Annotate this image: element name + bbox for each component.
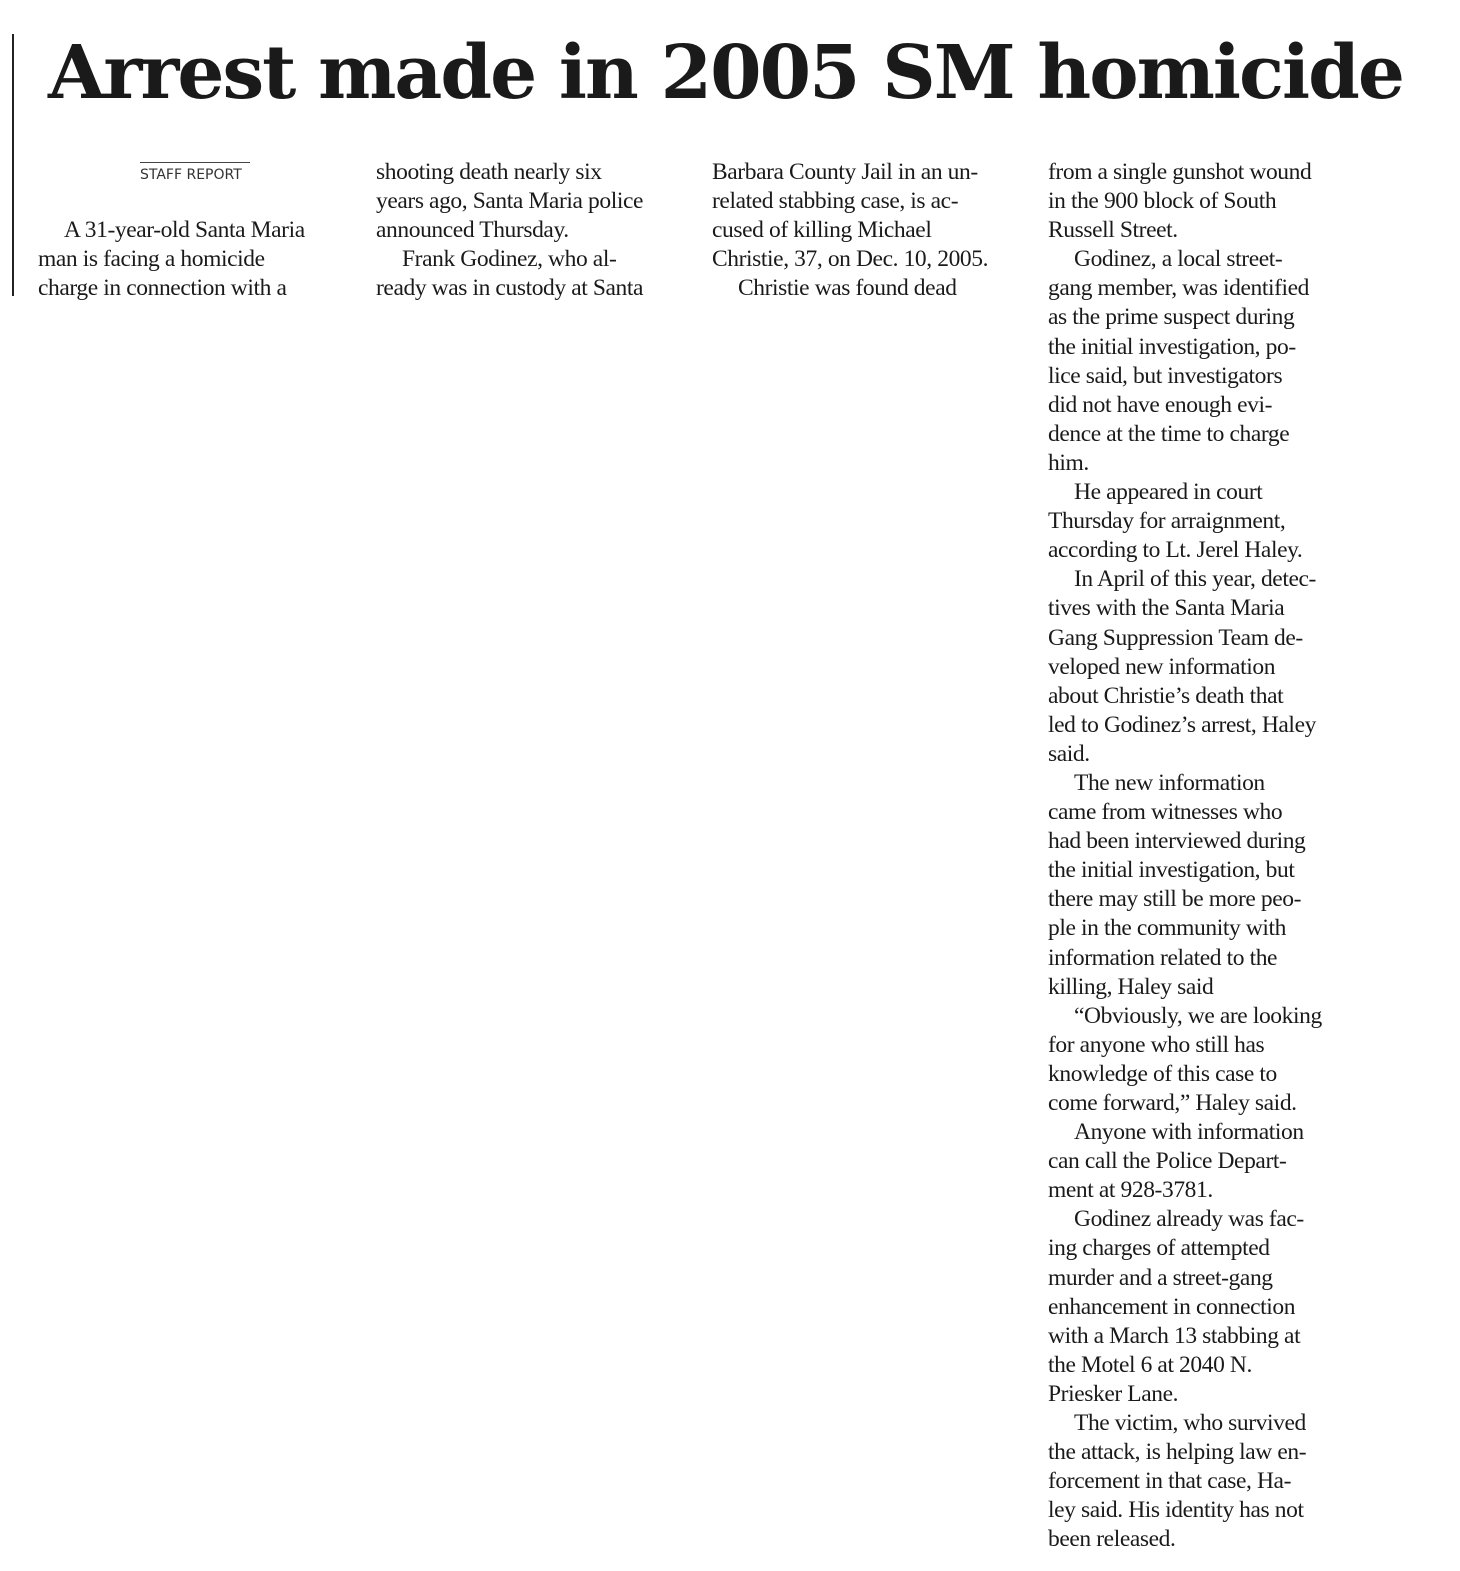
- article-text-line: come forward,” Haley said.: [1048, 1090, 1297, 1116]
- article-text-line: tives with the Santa Maria: [1048, 595, 1285, 622]
- article-text-line: with a March 13 stabbing at: [1048, 1322, 1301, 1349]
- article-text-line: had been interviewed during: [1048, 828, 1306, 855]
- article-text-line: murder and a street-gang: [1048, 1264, 1273, 1291]
- article-text-line: “Obviously, we are looking: [1074, 1002, 1322, 1029]
- article-text-line: forcement in that case, Ha-: [1048, 1468, 1292, 1495]
- article-text-line: did not have enough evi-: [1048, 391, 1273, 418]
- article-text-line: the Motel 6 at 2040 N.: [1048, 1351, 1252, 1378]
- article-text-line: enhancement in connection: [1048, 1293, 1296, 1320]
- article-text-line: The new information: [1074, 769, 1265, 796]
- article-text-line: killing, Haley said: [1048, 973, 1214, 1000]
- article-text-line: Anyone with information: [1074, 1119, 1304, 1146]
- article-text-line: The victim, who survived: [1074, 1410, 1306, 1437]
- article-text-line: lice said, but investigators: [1048, 362, 1283, 389]
- article-text-line: information related to the: [1048, 944, 1278, 971]
- article-column-2: [376, 158, 696, 303]
- article-text-line: ley said. His identity has not: [1048, 1497, 1304, 1524]
- article-text-line: charge in connection with a: [38, 275, 287, 302]
- article-text-line: there may still be more peo-: [1048, 886, 1302, 913]
- article-text-line: Godinez already was fac-: [1074, 1206, 1304, 1233]
- article-text-line: the initial investigation, po-: [1048, 333, 1296, 360]
- article-text-line: in the 900 block of South: [1048, 188, 1277, 215]
- article-text-line: He appeared in court: [1074, 479, 1263, 506]
- article-text-line: related stabbing case, is ac-: [712, 188, 959, 215]
- article-text-line: ready was in custody at Santa: [376, 275, 644, 302]
- article-text-line: Barbara County Jail in an un-: [712, 159, 978, 185]
- article-text-line: from a single gunshot wound: [1048, 159, 1312, 185]
- article-text-line: according to Lt. Jerel Haley.: [1048, 537, 1303, 564]
- article-text-line: In April of this year, detec-: [1074, 566, 1316, 593]
- article-text-line: Russell Street.: [1048, 217, 1178, 244]
- article-text-line: dence at the time to charge: [1048, 420, 1290, 447]
- article-text-line: ment at 928-3781.: [1048, 1177, 1213, 1204]
- article-column-1: [38, 216, 358, 303]
- article-column-4: [1048, 158, 1378, 1555]
- article-text-line: Frank Godinez, who al-: [402, 246, 617, 273]
- headline: Arrest made in 2005 SM homicide: [48, 30, 1403, 116]
- article-text-line: ing charges of attempted: [1048, 1235, 1270, 1262]
- article-text-line: him.: [1048, 449, 1089, 476]
- article-text-line: shooting death nearly six: [376, 159, 602, 185]
- article-text-line: Gang Suppression Team de-: [1048, 624, 1303, 651]
- article-text-line: said.: [1048, 740, 1090, 767]
- article-text-line: man is facing a homicide: [38, 246, 265, 273]
- article-text-line: came from witnesses who: [1048, 799, 1283, 826]
- article-text-line: cused of killing Michael: [712, 217, 932, 244]
- article-column-3: [712, 158, 1032, 303]
- article-text-line: Priesker Lane.: [1048, 1380, 1179, 1407]
- article-text-line: can call the Police Depart-: [1048, 1148, 1287, 1175]
- article-text-line: ple in the community with: [1048, 915, 1287, 942]
- article-text-line: gang member, was identified: [1048, 275, 1310, 302]
- article-text-line: been released.: [1048, 1526, 1176, 1553]
- article-text-line: Christie, 37, on Dec. 10, 2005.: [712, 246, 989, 273]
- article-text-line: Thursday for arraignment,: [1048, 508, 1286, 535]
- article-text-line: as the prime suspect during: [1048, 304, 1295, 331]
- article-text-line: announced Thursday.: [376, 217, 569, 244]
- article-text-line: years ago, Santa Maria police: [376, 188, 644, 215]
- article-text-line: knowledge of this case to: [1048, 1060, 1277, 1087]
- article-text-line: Godinez, a local street-: [1074, 246, 1283, 273]
- article-text-line: veloped new information: [1048, 653, 1276, 680]
- article-text-line: about Christie’s death that: [1048, 682, 1284, 709]
- page-margin-rule: [12, 34, 14, 296]
- byline: STAFF REPORT: [140, 162, 250, 183]
- article-text-line: the attack, is helping law en-: [1048, 1439, 1307, 1466]
- article-text-line: led to Godinez’s arrest, Haley: [1048, 711, 1316, 738]
- article-text-line: for anyone who still has: [1048, 1031, 1265, 1058]
- article-text-line: A 31-year-old Santa Maria: [64, 217, 305, 243]
- article-text-line: the initial investigation, but: [1048, 857, 1295, 884]
- article-text-line: Christie was found dead: [738, 275, 957, 302]
